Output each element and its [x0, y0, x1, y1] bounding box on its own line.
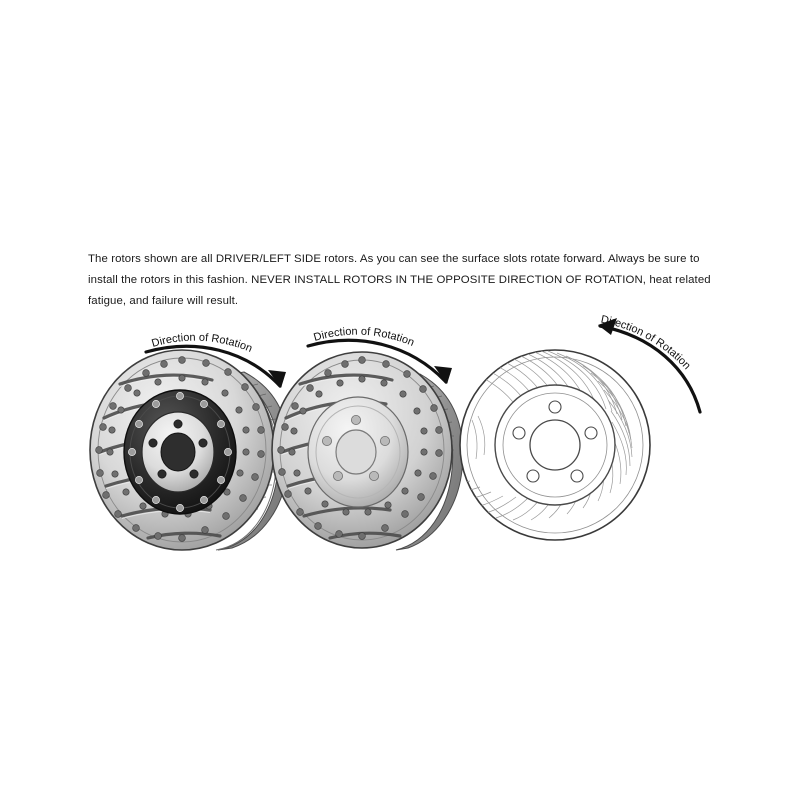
caption-text: The rotors shown are all DRIVER/LEFT SIDE rotors. As you can see the surface slots rotate forward. Always be sure to install the rotors in this fashion. NEVER INSTALL ROTORS IN THE OPPOSITE DIRECTION OF ROTATION, heat related fatigue, and failure will result.	[88, 253, 711, 308]
rotor-diagram	[0, 300, 800, 600]
rotor-left-hub	[124, 390, 236, 514]
rotor-left	[90, 332, 289, 550]
rotor-center-hat	[308, 397, 408, 507]
rotor-diagram-svg	[0, 300, 800, 600]
rotor-right	[429, 314, 700, 540]
rotor-center	[272, 326, 463, 550]
rotor-right-rotation-label: Direction of Rotation	[599, 313, 693, 373]
rotor-center-rotation-label: Direction of Rotation	[312, 325, 416, 349]
rotor-left-rotation-label: Direction of Rotation	[150, 331, 254, 355]
